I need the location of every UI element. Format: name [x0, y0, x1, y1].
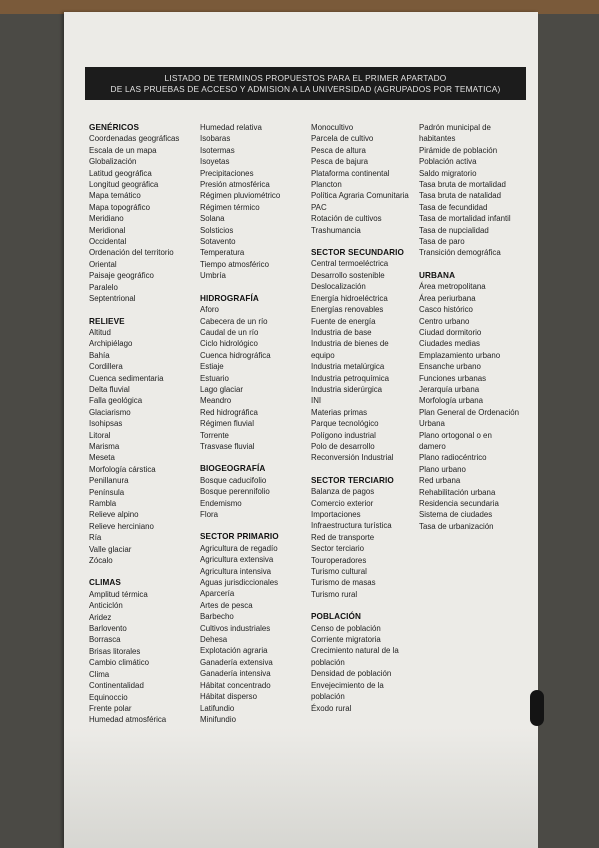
term-item: Touroperadores	[311, 555, 367, 565]
term-item: Isoyetas	[200, 157, 230, 167]
term-column-4	[419, 122, 537, 532]
term-item: Frente polar	[89, 703, 132, 713]
term-item: Morfología urbana	[419, 396, 484, 406]
term-item: Equinoccio	[89, 692, 128, 702]
term-item: Jerarquía urbana	[419, 384, 480, 394]
section-heading: HIDROGRAFÍA	[200, 293, 259, 303]
term-item: Cordillera	[89, 362, 123, 372]
term-item: Bahía	[89, 350, 110, 360]
term-item: Tasa de mortalidad infantil	[419, 214, 511, 224]
term-item: Bosque caducifolio	[200, 475, 267, 485]
term-item: Cabecera de un río	[200, 316, 268, 326]
term-item: Censo de población	[311, 623, 381, 633]
term-item: Plancton	[311, 180, 342, 190]
term-item: Agricultura extensiva	[200, 555, 274, 565]
term-item: Energías renovables	[311, 305, 384, 315]
term-item: Red hidrográfica	[200, 407, 258, 417]
section-gap	[311, 464, 419, 475]
term-item: Glaciarismo	[89, 407, 131, 417]
term-item: Industria petroquímica	[311, 373, 390, 383]
term-item: Aridez	[89, 612, 112, 622]
term-item: Barbecho	[200, 612, 234, 622]
title-banner	[85, 67, 526, 100]
term-item: Altitud	[89, 327, 111, 337]
term-item: Turismo rural	[311, 589, 358, 599]
term-item: Agricultura intensiva	[200, 566, 272, 576]
title-line-2: DE LAS PRUEBAS DE ACCESO Y ADMISION A LA UNIVERSIDAD (AGRUPADOS POR TEMATICA)	[110, 83, 501, 94]
section-gap	[89, 566, 199, 577]
term-item: Trashumancia	[311, 225, 361, 235]
sheet-shading	[64, 728, 538, 848]
term-item: Lago glaciar	[200, 384, 243, 394]
term-item: Estiaje	[200, 362, 224, 372]
term-item: Plan General de Ordenación	[419, 407, 520, 417]
term-item: población	[311, 657, 345, 667]
term-item: Parcela de cultivo	[311, 134, 374, 144]
term-item: Política Agraria Comunitaria	[311, 191, 409, 201]
term-item: Brisas litorales	[89, 646, 141, 656]
term-item: Plano urbano	[419, 464, 466, 474]
term-item: Anticiclón	[89, 601, 123, 611]
term-item: PAC	[311, 202, 327, 212]
term-item: Clima	[89, 669, 110, 679]
term-item: Zócalo	[89, 556, 113, 566]
term-item: Isobaras	[200, 134, 231, 144]
term-item: Rehabilitación urbana	[419, 487, 496, 497]
term-item: Dehesa	[200, 635, 228, 645]
term-item: Hábitat concentrado	[200, 680, 271, 690]
term-item: INI	[311, 396, 322, 406]
term-item: Torrente	[200, 430, 229, 440]
term-item: Aguas jurisdiccionales	[200, 578, 279, 588]
term-item: Tiempo atmosférico	[200, 259, 269, 269]
section-heading: SECTOR TERCIARIO	[311, 475, 394, 485]
term-item: Importaciones	[311, 510, 361, 519]
section-heading: GENÉRICOS	[89, 123, 140, 132]
term-item: Área metropolitana	[419, 282, 486, 292]
term-item: Agricultura de regadío	[200, 543, 278, 553]
term-item: Litoral	[89, 430, 111, 440]
term-item: Red urbana	[419, 476, 461, 486]
title-line-1: LISTADO DE TERMINOS PROPUESTOS PARA EL PRIMER APARTADO	[164, 72, 447, 83]
section-gap	[311, 236, 419, 247]
term-item: Globalización	[89, 157, 137, 167]
term-item: Régimen fluvial	[200, 419, 254, 429]
section-heading: POBLACIÓN	[311, 612, 362, 622]
term-item: Oriental	[89, 259, 117, 269]
section-heading: RELIEVE	[89, 316, 125, 326]
term-item: Régimen térmico	[200, 202, 260, 212]
section-gap	[200, 452, 308, 463]
term-item: Reconversión Industrial	[311, 453, 394, 463]
term-item: Umbría	[200, 271, 226, 281]
term-item: Saldo migratorio	[419, 168, 477, 178]
term-item: Rambla	[89, 499, 117, 508]
term-item: Plano radiocéntrico	[419, 453, 487, 463]
term-item: Residencia secundaria	[419, 499, 499, 508]
term-item: Meridiano	[89, 214, 124, 224]
term-item: Meseta	[89, 453, 115, 463]
term-item: Emplazamiento urbano	[419, 350, 501, 360]
term-item: Paralelo	[89, 282, 118, 292]
term-column-1	[89, 122, 199, 726]
term-item: Precipitaciones	[200, 168, 254, 178]
term-item: Transición demográfica	[419, 248, 501, 258]
term-item: Solana	[200, 214, 225, 224]
section-gap	[311, 600, 419, 611]
term-item: Aparcería	[200, 589, 235, 599]
term-item: habitantes	[419, 134, 456, 144]
term-item: Sotavento	[200, 237, 236, 247]
term-item: Explotación agraria	[200, 646, 268, 656]
term-item: Hábitat disperso	[200, 692, 258, 702]
term-item: Ciclo hidrológico	[200, 339, 258, 349]
term-item: Mapa temático	[89, 191, 141, 201]
term-item: Área periurbana	[419, 293, 476, 303]
term-item: damero	[419, 441, 446, 451]
section-heading: CLIMAS	[89, 578, 121, 588]
term-item: Solsticios	[200, 225, 234, 235]
term-item: Cambio climático	[89, 658, 150, 668]
term-item: Polo de desarrollo	[311, 441, 375, 451]
term-item: Artes de pesca	[200, 600, 253, 610]
term-item: Sector terciario	[311, 544, 365, 554]
term-item: Península	[89, 487, 125, 497]
section-gap	[419, 259, 537, 270]
term-item: Aforo	[200, 305, 219, 315]
term-item: Septentrional	[89, 294, 136, 304]
term-item: Turismo de masas	[311, 578, 376, 588]
term-item: Plano ortogonal o en	[419, 430, 492, 440]
term-item: Ciudad dormitorio	[419, 327, 482, 337]
term-item: Endemismo	[200, 498, 242, 508]
term-item: Trasvase fluvial	[200, 441, 255, 451]
term-item: Densidad de población	[311, 669, 392, 679]
term-item: Cuenca hidrográfica	[200, 350, 271, 360]
term-item: Archipiélago	[89, 339, 133, 349]
term-item: Pesca de bajura	[311, 157, 369, 167]
term-item: Balanza de pagos	[311, 487, 375, 497]
term-item: Funciones urbanas	[419, 373, 487, 383]
term-item: Isotermas	[200, 145, 235, 155]
term-item: Turismo cultural	[311, 567, 367, 577]
term-item: Ganadería intensiva	[200, 669, 271, 679]
term-item: Infraestructura turística	[311, 521, 392, 531]
term-item: Rotación de cultivos	[311, 214, 382, 224]
term-item: Tasa de nupcialidad	[419, 225, 489, 235]
term-item: Cuenca sedimentaria	[89, 373, 164, 383]
term-item: Plataforma continental	[311, 168, 390, 178]
term-item: Ordenación del territorio	[89, 248, 174, 258]
term-item: Pirámide de población	[419, 145, 498, 155]
term-item: Cultivos industriales	[200, 623, 271, 633]
term-item: Población activa	[419, 157, 477, 167]
term-item: Tasa de urbanización	[419, 521, 494, 531]
term-item: Tasa de fecundidad	[419, 202, 488, 212]
term-item: Longitud geográfica	[89, 180, 159, 190]
term-item: población	[311, 692, 345, 702]
term-item: Marisma	[89, 441, 120, 451]
term-item: Envejecimiento de la	[311, 680, 384, 690]
term-item: Régimen pluviométrico	[200, 191, 281, 201]
term-item: Fuente de energía	[311, 316, 376, 326]
term-item: Corriente migratoria	[311, 635, 381, 645]
term-item: Casco histórico	[419, 305, 473, 315]
term-item: Bosque perennifolio	[200, 487, 270, 497]
term-item: Comercio exterior	[311, 498, 374, 508]
term-column-3	[311, 122, 419, 714]
term-item: Ría	[89, 533, 102, 543]
term-item: Industria de bienes de	[311, 339, 389, 349]
term-item: Industria metalúrgica	[311, 362, 385, 372]
term-item: Tasa bruta de mortalidad	[419, 180, 506, 190]
term-item: Delta fluvial	[89, 384, 130, 394]
term-item: Continentalidad	[89, 681, 144, 691]
section-heading: URBANA	[419, 270, 456, 280]
term-item: Borrasca	[89, 635, 121, 645]
term-item: Éxodo rural	[311, 703, 352, 713]
term-item: Morfología cárstica	[89, 464, 156, 474]
term-item: Amplitud térmica	[89, 589, 148, 599]
term-item: Energía hidroeléctrica	[311, 293, 388, 303]
section-gap	[89, 305, 199, 316]
term-item: Ensanche urbano	[419, 362, 481, 372]
term-item: Crecimiento natural de la	[311, 646, 399, 656]
term-item: Isohipsas	[89, 419, 123, 429]
term-item: Industria de base	[311, 327, 372, 337]
term-item: Presión atmosférica	[200, 180, 270, 190]
term-item: Mapa topográfico	[89, 202, 150, 212]
term-item: Temperatura	[200, 248, 245, 258]
term-item: Ganadería extensiva	[200, 657, 273, 667]
term-item: Centro urbano	[419, 316, 470, 326]
term-item: Meridional	[89, 225, 126, 235]
term-item: Meandro	[200, 396, 232, 406]
term-item: Tasa bruta de natalidad	[419, 191, 502, 201]
term-item: Valle glaciar	[89, 544, 132, 554]
term-item: Red de transporte	[311, 532, 375, 542]
term-item: Desarrollo sostenible	[311, 270, 385, 280]
term-item: Falla geológica	[89, 396, 143, 406]
term-item: equipo	[311, 350, 335, 360]
term-item: Barlovento	[89, 624, 127, 634]
document-sheet	[64, 12, 538, 848]
term-item: Polígono industrial	[311, 430, 376, 440]
term-item: Materias primas	[311, 407, 368, 417]
term-item: Monocultivo	[311, 123, 354, 132]
term-item: Relieve herciniano	[89, 521, 154, 531]
term-item: Escala de un mapa	[89, 145, 157, 155]
section-gap	[200, 520, 308, 531]
term-item: Ciudades medias	[419, 339, 480, 349]
section-heading: BIOGEOGRAFÍA	[200, 464, 266, 474]
term-item: Central termoeléctrica	[311, 259, 389, 269]
term-item: Parque tecnológico	[311, 419, 379, 429]
binder-clip	[530, 690, 544, 726]
term-item: Humedad atmosférica	[89, 715, 167, 725]
term-item: Latifundio	[200, 703, 235, 713]
term-item: Occidental	[89, 237, 127, 247]
term-item: Sistema de ciudades	[419, 510, 493, 520]
term-item: Penillanura	[89, 476, 129, 486]
section-heading: SECTOR PRIMARIO	[200, 532, 279, 542]
section-heading: SECTOR SECUNDARIO	[311, 248, 404, 258]
term-item: Minifundio	[200, 714, 236, 724]
term-item: Industria siderúrgica	[311, 384, 383, 394]
term-item: Estuario	[200, 373, 229, 383]
term-item: Paisaje geográfico	[89, 271, 154, 281]
term-item: Latitud geográfica	[89, 168, 152, 178]
term-item: Padrón municipal de	[419, 123, 491, 132]
section-gap	[200, 282, 308, 293]
term-item: Relieve alpino	[89, 510, 139, 520]
term-item: Caudal de un río	[200, 327, 259, 337]
term-item: Pesca de altura	[311, 145, 366, 155]
term-item: Tasa de paro	[419, 237, 465, 247]
term-item: Coordenadas geográficas	[89, 134, 180, 144]
term-item: Humedad relativa	[200, 123, 262, 132]
term-column-2	[200, 122, 308, 725]
term-item: Flora	[200, 510, 218, 519]
term-item: Deslocalización	[311, 282, 366, 292]
term-item: Urbana	[419, 419, 445, 429]
